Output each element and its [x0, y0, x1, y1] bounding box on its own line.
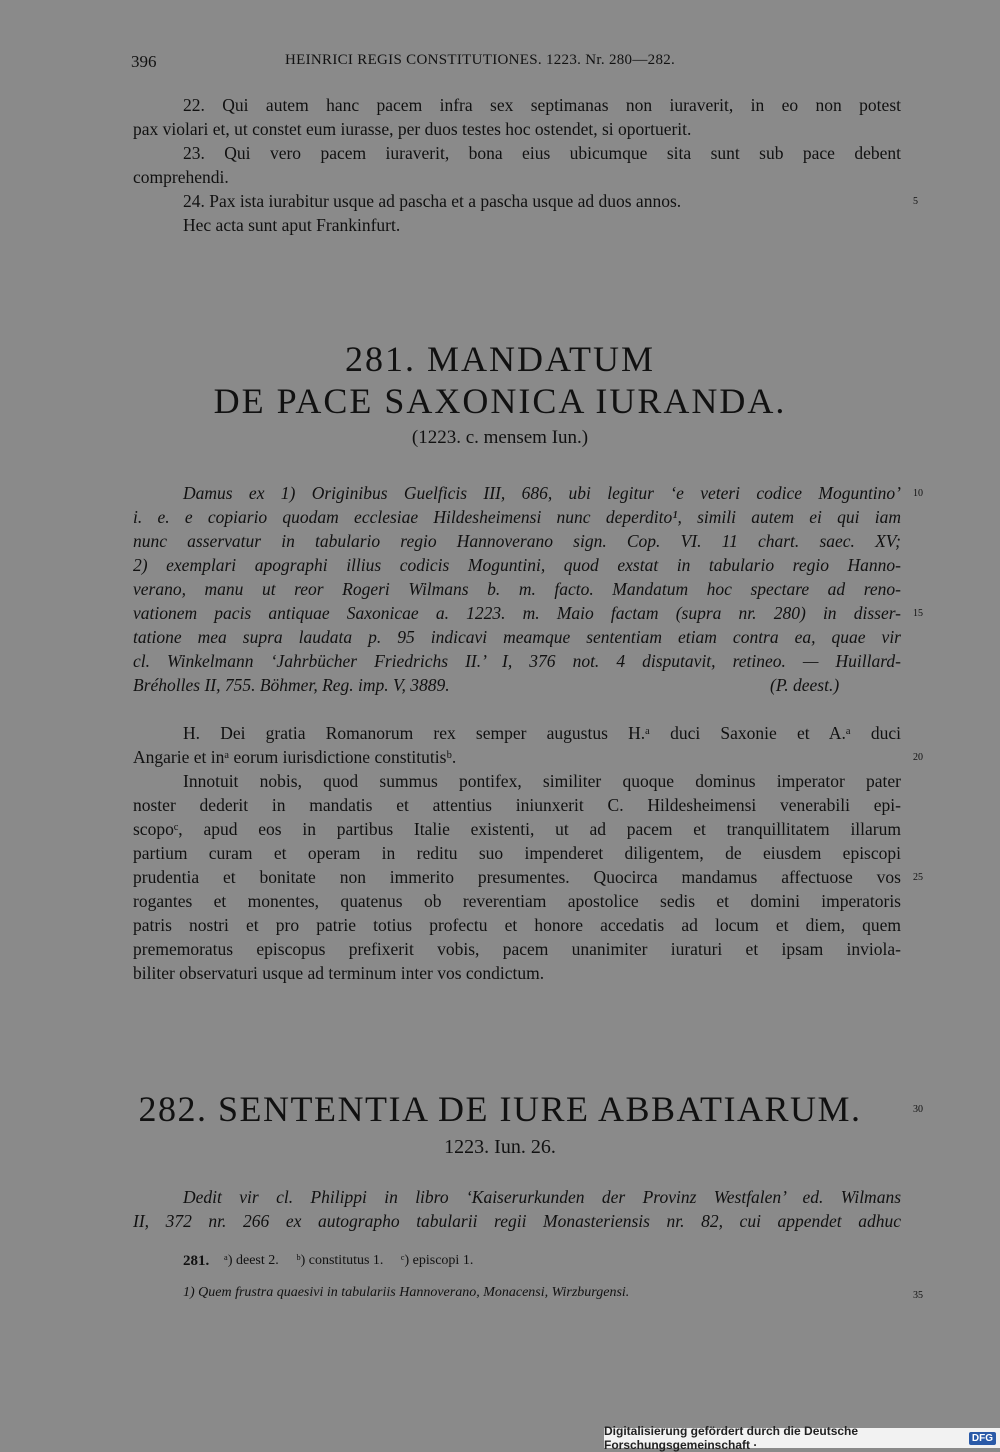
credit-text: Digitalisierung gefördert durch die Deutsche Forschungsgemeinschaft · [604, 1424, 859, 1452]
intro-line: 2) exemplari apographi illius codicis Moguntini, quod exstat in tabulario regio Hanno- [133, 555, 901, 575]
text-line: 22. Qui autem hanc pacem infra sex septimanas non iuraverit, in eo non potest [183, 95, 901, 115]
intro-line: II, 372 nr. 266 ex autographo tabularii regii Monasteriensis nr. 82, cui appendet adhuc [133, 1211, 901, 1231]
intro-line: vationem pacis antiquae Saxonicae a. 1223. m. Maio factam (supra nr. 280) in disser- [133, 603, 901, 623]
dfg-logo: DFG [969, 1432, 996, 1445]
margin-line-number: 20 [913, 752, 923, 763]
intro-line: cl. Winkelmann ‘Jahrbücher Friedrichs II.’ I, 376 not. 4 disputavit, retineo. — Huillard- [133, 651, 901, 671]
text-line: patris nostri et pro patrie totius profectu et honore accedatis ad locum et diem, quem [133, 915, 901, 935]
section-281-date: (1223. c. mensem Iun.) [411, 427, 589, 448]
footnote-1: 1) Quem frustra quaesivi in tabulariis Hannoverano, Monacensi, Wirzburgensi. [183, 1285, 630, 1300]
digitization-credit [604, 1424, 1000, 1452]
variant-notes: ᵃ) deest 2. ᵇ) constitutus 1. ᶜ) episcopi 1. [224, 1253, 474, 1268]
margin-line-number: 5 [913, 196, 918, 207]
text-line: comprehendi. [133, 167, 229, 187]
text-line: 23. Qui vero pacem iuraverit, bona eius ubicumque sita sunt sub pace debent [183, 143, 901, 163]
text-line: prudentia et bonitate non immerito presumentes. Quocirca mandamus affectuose vos [133, 867, 901, 887]
section-281-title: 281. MANDATUM [344, 339, 655, 379]
text-line: 24. Pax ista iurabitur usque ad pascha et a pascha usque ad duos annos. [183, 191, 682, 211]
text-line: rogantes et monentes, quatenus ob reverentiam apostolice sedis et domini imperatoris [133, 891, 901, 911]
intro-line: Damus ex 1) Originibus Guelficis III, 686, ubi legitur ‘e veteri codice Moguntino’ [183, 483, 901, 503]
margin-line-number: 30 [913, 1104, 923, 1115]
text-line: Hec acta sunt aput Frankinfurt. [183, 215, 401, 235]
text-line: biliter observaturi usque ad terminum inter vos condictum. [133, 963, 545, 983]
text-line: pax violari et, ut constet eum iurasse, per duos testes hoc ostendet, si oportuerit. [133, 119, 692, 139]
text-line: scopoᶜ, apud eos in partibus Italie existenti, ut ad pacem et tranquillitatem illarum [133, 819, 901, 839]
text-line: prememoratus episcopus prefixerit vobis, pacem unanimiter iuraturi et ipsam inviola- [133, 939, 901, 959]
text-line: partium curam et operam in reditu suo impenderet diligentem, de eiusdem episcopi [133, 843, 901, 863]
margin-line-number: 35 [913, 1290, 923, 1301]
intro-line: i. e. e copiario quodam ecclesiae Hildesheimensi nunc deperdito¹, simili autem ei qui iam [133, 507, 901, 527]
section-281-title: DE PACE SAXONICA IURANDA. [213, 381, 787, 421]
variants-label: 281. [183, 1253, 210, 1269]
intro-signature: (P. deest.) [770, 675, 840, 695]
margin-line-number: 10 [913, 488, 923, 499]
margin-line-number: 25 [913, 872, 923, 883]
text-line: noster dederit in mandatis et attentius iniunxerit C. Hildesheimensi venerabili epi- [133, 795, 901, 815]
intro-line: Dedit vir cl. Philippi in libro ‘Kaiserurkunden der Provinz Westfalen’ ed. Wilmans [183, 1187, 901, 1207]
intro-line: nunc asservatur in tabulario regio Hannoverano sign. Cop. VI. 11 chart. saec. XV; [133, 531, 901, 551]
intro-line: tatione mea supra laudata p. 95 indicavi meamque sententiam etiam contra ea, quae vir [133, 627, 901, 647]
text-line: Angarie et inᵃ eorum iurisdictione constitutisᵇ. [133, 747, 457, 767]
section-282-date: 1223. Iun. 26. [444, 1136, 556, 1158]
intro-line: verano, manu ut reor Rogeri Wilmans b. m. facto. Mandatum hoc spectare ad reno- [133, 579, 901, 599]
margin-line-number: 15 [913, 608, 923, 619]
intro-line: Bréholles II, 755. Böhmer, Reg. imp. V, 3889. [133, 675, 450, 695]
text-line: Innotuit nobis, quod summus pontifex, similiter quoque dominus imperator pater [183, 771, 901, 791]
running-title: HEINRICI REGIS CONSTITUTIONES. 1223. Nr. 280—282. [285, 52, 676, 68]
text-line: H. Dei gratia Romanorum rex semper augustus H.ᵃ duci Saxonie et A.ᵃ duci [183, 723, 901, 743]
section-282-title: 282. SENTENTIA DE IURE ABBATIARUM. [138, 1089, 862, 1129]
page-number: 396 [131, 52, 157, 71]
